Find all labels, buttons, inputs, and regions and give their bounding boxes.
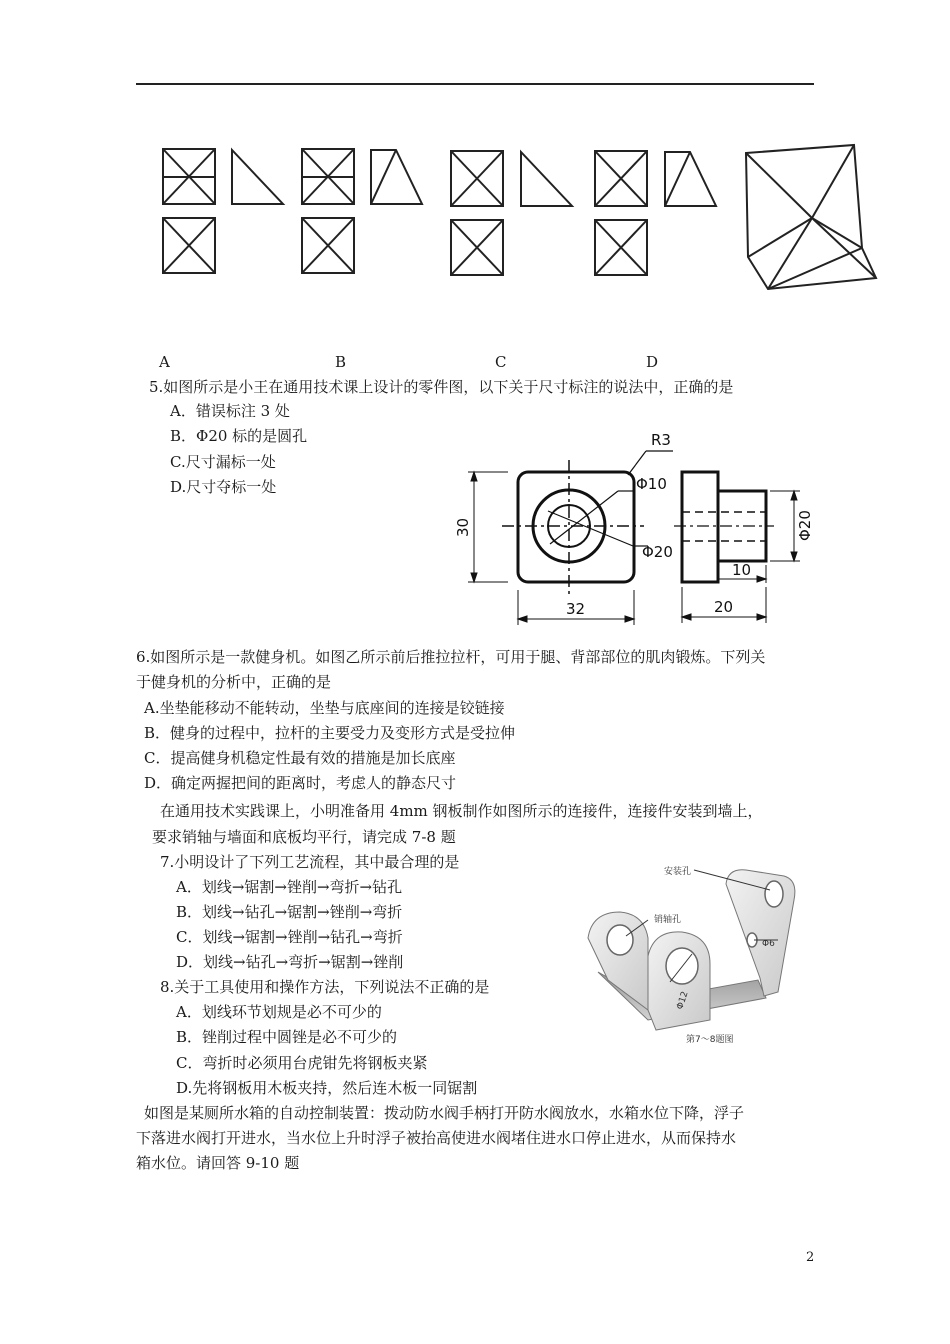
label-phi12: Φ12 bbox=[675, 990, 691, 1011]
q8-stem: 8.关于工具使用和操作方法，下列说法不正确的是 bbox=[160, 978, 490, 996]
q6-option-d: D．确定两握把间的距离时，考虑人的静态尺寸 bbox=[144, 774, 457, 792]
label-dim32: 32 bbox=[566, 600, 586, 618]
label-dim20: 20 bbox=[714, 598, 734, 616]
q6-option-c: C．提高健身机稳定性最有效的措施是加长底座 bbox=[144, 749, 456, 767]
q5-part-drawing bbox=[448, 425, 818, 635]
q6-option-b: B．健身的过程中，拉杆的主要受力及变形方式是受拉伸 bbox=[144, 724, 516, 742]
label-phi6: Φ6 bbox=[762, 939, 775, 949]
intro910-line1: 如图是某厕所水箱的自动控制装置：拨动防水阀手柄打开防水阀放水，水箱水位下降，浮子 bbox=[144, 1104, 745, 1122]
q5-option-c: C.尺寸漏标一处 bbox=[170, 453, 276, 471]
intro910-line2: 下落进水阀打开进水，当水位上升时浮子被抬高使进水阀堵住进水口停止进水，从而保持水 bbox=[136, 1129, 737, 1147]
page-number: 2 bbox=[806, 1250, 815, 1265]
q5-stem: 5.如图所示是小王在通用技术课上设计的零件图，以下关于尺寸标注的说法中，正确的是 bbox=[149, 378, 734, 396]
label-r3: R3 bbox=[651, 431, 671, 449]
intro78-line1: 在通用技术实践课上，小明准备用 4mm 钢板制作如图所示的连接件，连接件安装到墙上， bbox=[160, 802, 763, 820]
intro78-line2: 要求销轴与墙面和底板均平行，请完成 7-8 题 bbox=[152, 828, 456, 846]
option-c-views bbox=[451, 151, 572, 275]
label-dim30: 30 bbox=[454, 517, 472, 537]
option-a-views bbox=[163, 149, 283, 273]
q4-option-b-label: B bbox=[335, 353, 347, 371]
label-install-hole: 安装孔 bbox=[664, 867, 692, 877]
q7-option-d: D．划线→钻孔→弯折→锯割→锉削 bbox=[176, 953, 404, 971]
q7-option-c: C．划线→锯割→锉削→钻孔→弯折 bbox=[176, 928, 403, 946]
q8-option-a: A．划线环节划规是必不可少的 bbox=[176, 1003, 382, 1021]
option-b-views bbox=[302, 149, 422, 273]
label-dim10: 10 bbox=[732, 561, 752, 579]
q7-stem: 7.小明设计了下列工艺流程，其中最合理的是 bbox=[160, 853, 460, 871]
label-pin-hole: 销轴孔 bbox=[654, 915, 682, 925]
solid-3d bbox=[746, 145, 876, 289]
label-phi10: Φ10 bbox=[636, 475, 667, 493]
header-rule bbox=[136, 83, 814, 85]
q7-option-b: B．划线→钻孔→锯割→锉削→弯折 bbox=[176, 903, 403, 921]
figure78-caption: 第7～8题图 bbox=[686, 1035, 734, 1045]
q6-option-a: A.坐垫能移动不能转动，坐垫与底座间的连接是铰链接 bbox=[144, 699, 505, 717]
q4-option-a-label: A bbox=[159, 353, 170, 371]
q7-option-a: A．划线→锯割→锉削→弯折→钻孔 bbox=[176, 878, 403, 896]
bracket-figure bbox=[578, 860, 810, 1052]
q5-option-b: B．Φ20 标的是圆孔 bbox=[170, 427, 308, 445]
label-phi20-side: Φ20 bbox=[796, 510, 814, 541]
q8-option-b: B．锉削过程中圆锉是必不可少的 bbox=[176, 1028, 398, 1046]
intro910-line3: 箱水位。请回答 9-10 题 bbox=[136, 1154, 300, 1172]
q4-views-figure bbox=[150, 140, 890, 300]
q8-option-d: D.先将钢板用木板夹持，然后连木板一同锯割 bbox=[176, 1079, 478, 1097]
q4-option-d-label: D bbox=[646, 353, 659, 371]
q5-option-d: D.尺寸夺标一处 bbox=[170, 478, 277, 496]
q5-option-a: A．错误标注 3 处 bbox=[170, 402, 290, 420]
q8-option-c: C．弯折时必须用台虎钳先将钢板夹紧 bbox=[176, 1054, 428, 1072]
q6-stem-line1: 6.如图所示是一款健身机。如图乙所示前后推拉拉杆，可用于腿、背部部位的肌肉锻炼。下列关 bbox=[136, 648, 766, 666]
q4-option-c-label: C bbox=[495, 353, 507, 371]
q6-stem-line2: 于健身机的分析中，正确的是 bbox=[136, 673, 332, 691]
option-d-views bbox=[595, 151, 716, 275]
label-phi20: Φ20 bbox=[642, 543, 673, 561]
